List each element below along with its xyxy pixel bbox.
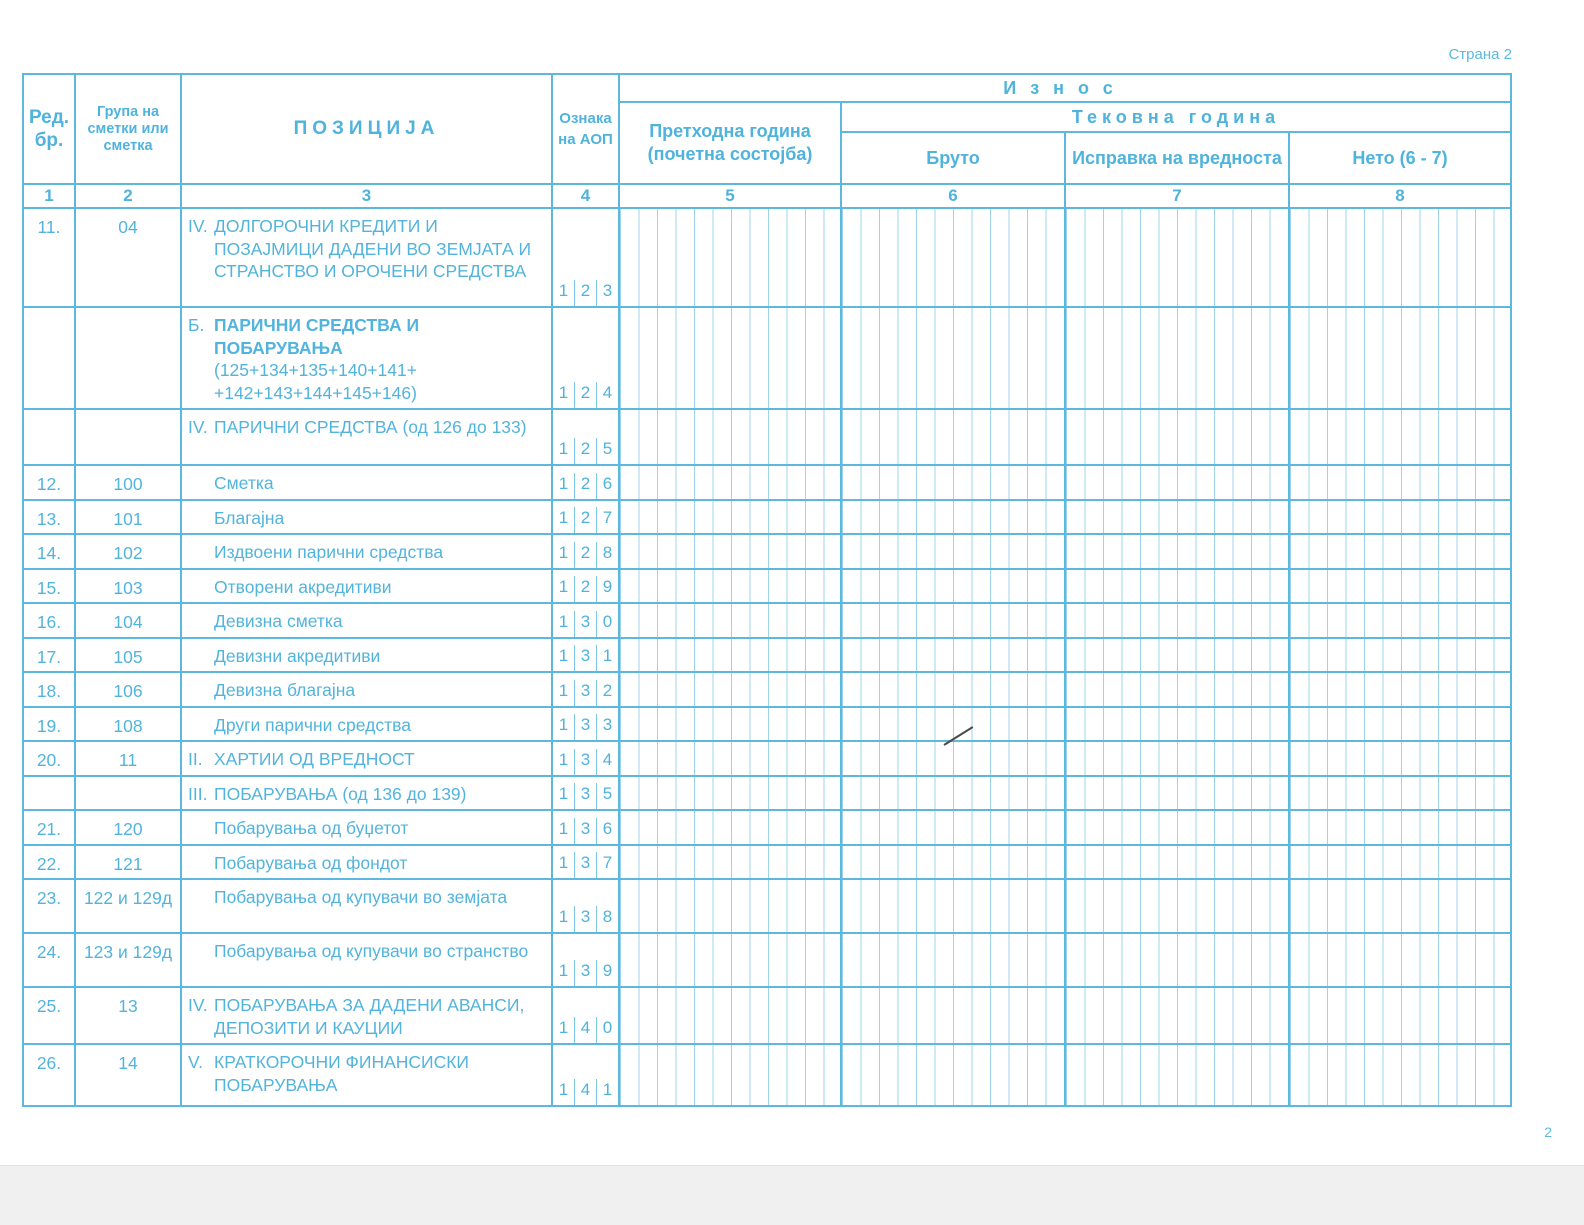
aop-digit: 4 <box>596 749 618 775</box>
position-cell <box>181 879 552 933</box>
aop-digit: 4 <box>574 1079 596 1105</box>
position-text: Побарувања од фондот <box>214 852 408 873</box>
position-roman <box>188 645 214 668</box>
table-row <box>23 465 1511 500</box>
page-label: Страна 2 <box>1448 46 1512 63</box>
column-number-row <box>23 184 1511 208</box>
prev-year-amount-field[interactable] <box>619 810 841 845</box>
account-group: 120 <box>75 810 181 845</box>
correction-amount-field[interactable] <box>1065 810 1289 845</box>
gross-amount-field[interactable] <box>841 534 1065 569</box>
prev-year-amount-field[interactable] <box>619 534 841 569</box>
aop-code <box>552 307 619 409</box>
correction-amount-field[interactable] <box>1065 987 1289 1044</box>
gross-amount-field[interactable] <box>841 1044 1065 1106</box>
aop-digit: 5 <box>596 783 618 809</box>
position-cell <box>181 208 552 307</box>
gross-amount-field[interactable] <box>841 933 1065 987</box>
table-row <box>23 500 1511 535</box>
prev-year-amount-field[interactable] <box>619 879 841 933</box>
aop-code <box>552 672 619 707</box>
aop-digit: 1 <box>558 818 569 838</box>
net-amount-field[interactable] <box>1289 534 1511 569</box>
header-tekovna-godina: Тековна година <box>841 102 1511 132</box>
aop-digit: 2 <box>574 507 596 533</box>
col-num-1: 1 <box>23 184 75 208</box>
header-prethodna-godina: Претходна година (почетна состојба) <box>619 102 841 184</box>
aop-digit: 1 <box>596 1079 618 1105</box>
table-row <box>23 933 1511 987</box>
row-number: 26. <box>23 1044 75 1106</box>
aop-digit: 0 <box>596 1017 618 1043</box>
position-text: ПАРИЧНИ СРЕДСТВА И ПОБАРУВАЊА <box>214 315 420 358</box>
table-row <box>23 707 1511 742</box>
net-amount-field[interactable] <box>1289 776 1511 811</box>
net-amount-field[interactable] <box>1289 933 1511 987</box>
position-cell <box>181 603 552 638</box>
correction-amount-field[interactable] <box>1065 672 1289 707</box>
account-group: 101 <box>75 500 181 535</box>
prev-year-amount-field[interactable] <box>619 208 841 307</box>
aop-digit: 3 <box>574 714 596 740</box>
position-text: ПАРИЧНИ СРЕДСТВА (од 126 до 133) <box>214 417 527 437</box>
position-roman: II. <box>188 749 203 769</box>
account-group: 14 <box>75 1044 181 1106</box>
aop-digit: 2 <box>574 542 596 568</box>
aop-digit: 1 <box>558 961 569 980</box>
row-number <box>23 776 75 811</box>
aop-digit: 2 <box>574 382 596 408</box>
account-group: 04 <box>75 208 181 307</box>
aop-code <box>552 741 619 776</box>
col-num-6: 6 <box>841 184 1065 208</box>
gross-amount-field[interactable] <box>841 500 1065 535</box>
aop-digit: 2 <box>574 473 596 499</box>
prev-year-amount-field[interactable] <box>619 776 841 811</box>
net-amount-field[interactable] <box>1289 987 1511 1044</box>
aop-digit: 2 <box>596 680 618 706</box>
position-roman: IV. <box>188 417 208 437</box>
position-text: ПОБАРУВАЊА ЗА ДАДЕНИ АВАНСИ, ДЕПОЗИТИ И КАУЦИИ <box>214 995 525 1038</box>
table-row <box>23 845 1511 880</box>
aop-digit: 5 <box>596 438 618 464</box>
aop-digit: 7 <box>596 507 618 533</box>
net-amount-field[interactable] <box>1289 208 1511 307</box>
aop-digit: 4 <box>596 382 618 408</box>
account-group: 104 <box>75 603 181 638</box>
gross-amount-field[interactable] <box>841 776 1065 811</box>
aop-digit: 6 <box>596 818 618 844</box>
col-num-2: 2 <box>75 184 181 208</box>
position-cell <box>181 638 552 673</box>
net-amount-field[interactable] <box>1289 1044 1511 1106</box>
account-group: 121 <box>75 845 181 880</box>
row-number: 11. <box>23 208 75 307</box>
aop-digit: 1 <box>558 853 569 872</box>
net-amount-field[interactable] <box>1289 707 1511 742</box>
header-ispravka: Исправка на вредноста <box>1065 132 1289 184</box>
prev-year-amount-field[interactable] <box>619 638 841 673</box>
position-cell <box>181 409 552 465</box>
correction-amount-field[interactable] <box>1065 933 1289 987</box>
aop-digit: 1 <box>558 508 569 527</box>
position-text: Девизна благајна <box>214 680 356 700</box>
correction-amount-field[interactable] <box>1065 208 1289 307</box>
header-iznos: Износ <box>619 74 1511 102</box>
table-row <box>23 741 1511 776</box>
aop-digit: 3 <box>574 749 596 775</box>
aop-digit: 3 <box>574 852 596 878</box>
position-roman <box>188 886 214 909</box>
gross-amount-field[interactable] <box>841 208 1065 307</box>
row-number: 20. <box>23 741 75 776</box>
aop-code <box>552 534 619 569</box>
gross-amount-field[interactable] <box>841 672 1065 707</box>
gross-amount-field[interactable] <box>841 879 1065 933</box>
aop-digit: 2 <box>574 438 596 464</box>
position-roman <box>188 576 214 599</box>
gross-amount-field[interactable] <box>841 707 1065 742</box>
prev-year-amount-field[interactable] <box>619 741 841 776</box>
correction-amount-field[interactable] <box>1065 776 1289 811</box>
prev-year-amount-field[interactable] <box>619 987 841 1044</box>
correction-amount-field[interactable] <box>1065 845 1289 880</box>
table-row <box>23 1044 1511 1106</box>
account-group: 122 и 129д <box>75 879 181 933</box>
account-group <box>75 307 181 409</box>
correction-amount-field[interactable] <box>1065 569 1289 604</box>
aop-digit: 2 <box>574 280 596 306</box>
prev-year-amount-field[interactable] <box>619 845 841 880</box>
account-group: 13 <box>75 987 181 1044</box>
position-roman <box>188 679 214 702</box>
gross-amount-field[interactable] <box>841 603 1065 638</box>
aop-code <box>552 208 619 307</box>
position-roman: IV. <box>188 995 208 1015</box>
account-group <box>75 776 181 811</box>
position-text: КРАТКОРОЧНИ ФИНАНСИСКИ ПОБАРУВАЊА <box>214 1052 470 1095</box>
aop-digit: 1 <box>558 1080 569 1099</box>
gross-amount-field[interactable] <box>841 307 1065 409</box>
position-cell <box>181 810 552 845</box>
prev-year-amount-field[interactable] <box>619 672 841 707</box>
net-amount-field[interactable] <box>1289 465 1511 500</box>
col-num-4: 4 <box>552 184 619 208</box>
header-oznaka-aop: Ознака на АОП <box>552 74 619 184</box>
position-roman <box>188 472 214 495</box>
correction-amount-field[interactable] <box>1065 707 1289 742</box>
net-amount-field[interactable] <box>1289 307 1511 409</box>
net-amount-field[interactable] <box>1289 603 1511 638</box>
table-row <box>23 208 1511 307</box>
position-text: Други парични средства <box>214 714 411 735</box>
aop-digit: 3 <box>574 960 596 986</box>
position-text: Издвоени парични средства <box>214 542 444 562</box>
aop-digit: 1 <box>558 439 569 458</box>
position-cell <box>181 672 552 707</box>
aop-digit: 1 <box>558 611 569 631</box>
table-row <box>23 569 1511 604</box>
correction-amount-field[interactable] <box>1065 534 1289 569</box>
account-group: 123 и 129д <box>75 933 181 987</box>
gross-amount-field[interactable] <box>841 741 1065 776</box>
net-amount-field[interactable] <box>1289 810 1511 845</box>
position-roman <box>188 714 214 737</box>
row-number: 21. <box>23 810 75 845</box>
account-group: 11 <box>75 741 181 776</box>
aop-digit: 1 <box>558 281 569 300</box>
aop-digit: 4 <box>574 1017 596 1043</box>
position-text: Девизна сметка <box>214 611 343 631</box>
position-roman: V. <box>188 1052 203 1072</box>
table-row <box>23 307 1511 409</box>
row-number: 14. <box>23 534 75 569</box>
row-number: 13. <box>23 500 75 535</box>
account-group: 106 <box>75 672 181 707</box>
row-number: 17. <box>23 638 75 673</box>
correction-amount-field[interactable] <box>1065 307 1289 409</box>
aop-digit: 3 <box>574 680 596 706</box>
aop-digit: 3 <box>574 906 596 932</box>
correction-amount-field[interactable] <box>1065 879 1289 933</box>
prev-year-amount-field[interactable] <box>619 933 841 987</box>
correction-amount-field[interactable] <box>1065 500 1289 535</box>
row-number <box>23 307 75 409</box>
position-roman <box>188 610 214 633</box>
account-group: 105 <box>75 638 181 673</box>
aop-code <box>552 409 619 465</box>
aop-digit: 1 <box>558 542 569 562</box>
table-row <box>23 672 1511 707</box>
row-number <box>23 409 75 465</box>
aop-digit: 1 <box>558 749 569 769</box>
position-cell <box>181 707 552 742</box>
position-roman <box>188 852 214 875</box>
position-roman <box>188 507 214 530</box>
row-number: 19. <box>23 707 75 742</box>
aop-code <box>552 810 619 845</box>
page-number: 2 <box>1544 1124 1552 1140</box>
position-roman: Б. <box>188 315 205 335</box>
aop-code <box>552 879 619 933</box>
aop-digit: 6 <box>596 473 618 499</box>
net-amount-field[interactable] <box>1289 741 1511 776</box>
header-pozicija: ПОЗИЦИЈА <box>181 74 552 184</box>
account-group: 103 <box>75 569 181 604</box>
position-cell <box>181 307 552 409</box>
position-cell <box>181 987 552 1044</box>
aop-digit: 2 <box>574 576 596 602</box>
table-row <box>23 879 1511 933</box>
table-row <box>23 987 1511 1044</box>
position-roman: IV. <box>188 216 208 236</box>
position-cell <box>181 569 552 604</box>
balance-sheet-table <box>22 73 1512 1107</box>
net-amount-field[interactable] <box>1289 569 1511 604</box>
position-roman: III. <box>188 783 208 804</box>
position-text: ХАРТИИ ОД ВРЕДНОСТ <box>214 749 415 769</box>
aop-digit: 8 <box>596 906 618 932</box>
row-number: 25. <box>23 987 75 1044</box>
aop-code <box>552 603 619 638</box>
header-red-br: Ред. бр. <box>23 74 75 184</box>
position-text: Побарувања од купувачи во странство <box>214 941 529 961</box>
aop-digit: 1 <box>558 907 569 926</box>
prev-year-amount-field[interactable] <box>619 500 841 535</box>
position-cell <box>181 500 552 535</box>
net-amount-field[interactable] <box>1289 409 1511 465</box>
position-cell <box>181 741 552 776</box>
position-cell <box>181 534 552 569</box>
correction-amount-field[interactable] <box>1065 638 1289 673</box>
col-num-8: 8 <box>1289 184 1511 208</box>
account-group: 100 <box>75 465 181 500</box>
position-text: Благајна <box>214 507 285 528</box>
table-row <box>23 776 1511 811</box>
gross-amount-field[interactable] <box>841 465 1065 500</box>
aop-digit: 9 <box>596 960 618 986</box>
aop-digit: 3 <box>574 818 596 844</box>
gross-amount-field[interactable] <box>841 569 1065 604</box>
net-amount-field[interactable] <box>1289 845 1511 880</box>
gross-amount-field[interactable] <box>841 810 1065 845</box>
position-text: Сметка <box>214 473 274 493</box>
row-number: 12. <box>23 465 75 500</box>
aop-digit: 1 <box>558 473 569 493</box>
account-group: 108 <box>75 707 181 742</box>
net-amount-field[interactable] <box>1289 879 1511 933</box>
position-roman <box>188 817 214 840</box>
net-amount-field[interactable] <box>1289 638 1511 673</box>
aop-digit: 1 <box>558 680 569 700</box>
aop-code <box>552 987 619 1044</box>
correction-amount-field[interactable] <box>1065 1044 1289 1106</box>
header-neto: Нето (6 - 7) <box>1289 132 1511 184</box>
correction-amount-field[interactable] <box>1065 741 1289 776</box>
table-row <box>23 409 1511 465</box>
aop-digit: 1 <box>558 1018 569 1037</box>
prev-year-amount-field[interactable] <box>619 707 841 742</box>
position-text: ПОБАРУВАЊА (од 136 до 139) <box>214 783 467 804</box>
position-cell <box>181 933 552 987</box>
position-cell <box>181 776 552 811</box>
table-row <box>23 534 1511 569</box>
table-row <box>23 810 1511 845</box>
position-cell <box>181 845 552 880</box>
aop-code <box>552 845 619 880</box>
aop-code <box>552 569 619 604</box>
aop-code <box>552 933 619 987</box>
position-cell <box>181 465 552 500</box>
aop-code <box>552 707 619 742</box>
col-num-7: 7 <box>1065 184 1289 208</box>
prev-year-amount-field[interactable] <box>619 603 841 638</box>
position-subtext: (125+134+135+140+141+ +142+143+144+145+146) <box>214 360 417 403</box>
correction-amount-field[interactable] <box>1065 409 1289 465</box>
position-roman <box>188 541 214 564</box>
position-text: Девизни акредитиви <box>214 645 381 666</box>
gross-amount-field[interactable] <box>841 409 1065 465</box>
account-group: 102 <box>75 534 181 569</box>
aop-code <box>552 638 619 673</box>
aop-digit: 3 <box>574 645 596 671</box>
aop-digit: 3 <box>596 714 618 740</box>
aop-code <box>552 500 619 535</box>
aop-digit: 7 <box>596 852 618 878</box>
position-cell <box>181 1044 552 1106</box>
net-amount-field[interactable] <box>1289 672 1511 707</box>
header-grupa: Група на сметки или сметка <box>75 74 181 184</box>
prev-year-amount-field[interactable] <box>619 1044 841 1106</box>
aop-digit: 9 <box>596 576 618 602</box>
position-roman <box>188 940 214 963</box>
account-group <box>75 409 181 465</box>
position-text: ДОЛГОРОЧНИ КРЕДИТИ И ПОЗАЈМИЦИ ДАДЕНИ ВО ЗЕМЈАТА И СТРАНСТВО И ОРОЧЕНИ СРЕДСТВА <box>214 216 532 281</box>
scan-bottom-edge <box>0 1165 1584 1225</box>
position-text: Отворени акредитиви <box>214 576 392 597</box>
aop-digit: 1 <box>558 646 569 665</box>
aop-digit: 3 <box>574 611 596 637</box>
gross-amount-field[interactable] <box>841 987 1065 1044</box>
aop-digit: 1 <box>558 715 569 734</box>
row-number: 23. <box>23 879 75 933</box>
aop-digit: 1 <box>558 577 569 596</box>
aop-digit: 8 <box>596 542 618 568</box>
row-number: 24. <box>23 933 75 987</box>
col-num-3: 3 <box>181 184 552 208</box>
table-body <box>23 208 1511 1106</box>
correction-amount-field[interactable] <box>1065 465 1289 500</box>
aop-digit: 3 <box>574 783 596 809</box>
row-number: 16. <box>23 603 75 638</box>
prev-year-amount-field[interactable] <box>619 307 841 409</box>
net-amount-field[interactable] <box>1289 500 1511 535</box>
prev-year-amount-field[interactable] <box>619 569 841 604</box>
gross-amount-field[interactable] <box>841 845 1065 880</box>
col-num-5: 5 <box>619 184 841 208</box>
prev-year-amount-field[interactable] <box>619 409 841 465</box>
aop-digit: 0 <box>596 611 618 637</box>
aop-code <box>552 776 619 811</box>
row-number: 22. <box>23 845 75 880</box>
aop-code <box>552 1044 619 1106</box>
correction-amount-field[interactable] <box>1065 603 1289 638</box>
prev-year-amount-field[interactable] <box>619 465 841 500</box>
aop-digit: 1 <box>558 784 569 803</box>
aop-digit: 3 <box>596 280 618 306</box>
position-text: Побарувања од буџетот <box>214 818 409 838</box>
table-row <box>23 638 1511 673</box>
aop-digit: 1 <box>596 645 618 671</box>
row-number: 15. <box>23 569 75 604</box>
position-text: Побарувања од купувачи во земјата <box>214 887 508 907</box>
header-bruto: Бруто <box>841 132 1065 184</box>
aop-digit: 1 <box>558 383 569 402</box>
gross-amount-field[interactable] <box>841 638 1065 673</box>
table-row <box>23 603 1511 638</box>
aop-code <box>552 465 619 500</box>
row-number: 18. <box>23 672 75 707</box>
